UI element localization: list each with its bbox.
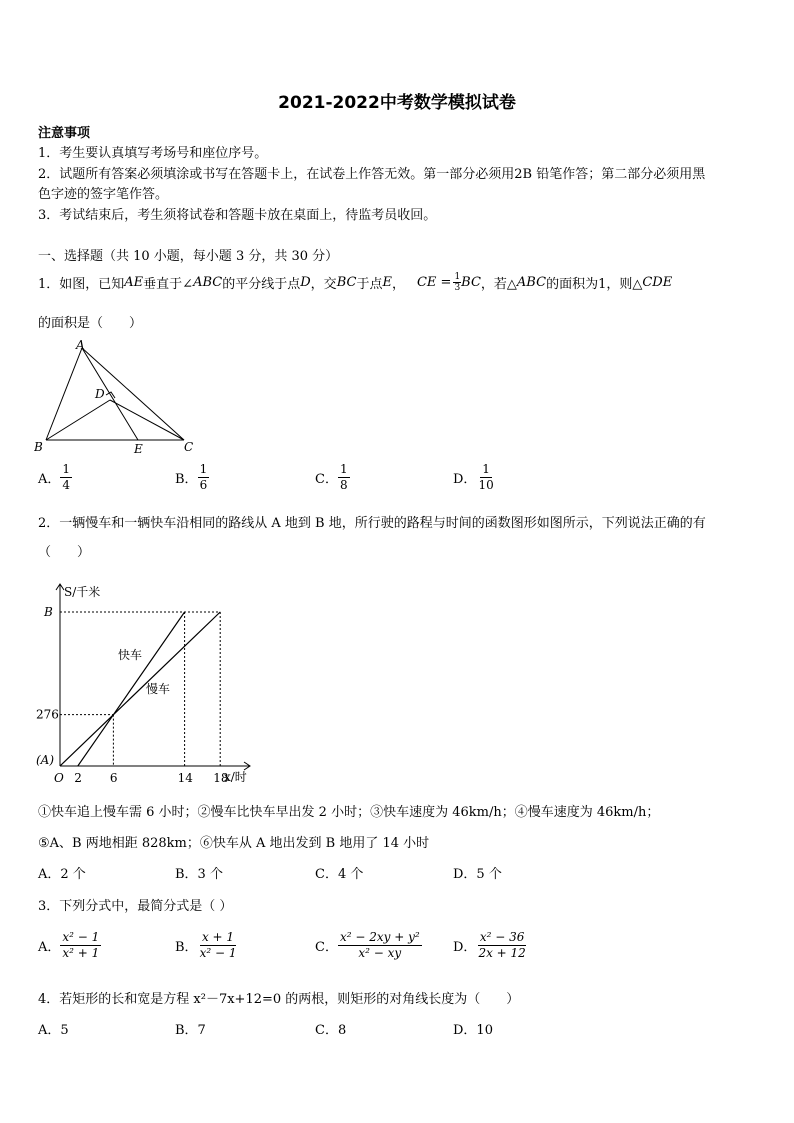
q2-statements-line1: ①快车追上慢车需 6 小时；②慢车比快车早出发 2 小时；③快车速度为 46km/h；④慢车速度为 46km/h；	[38, 805, 660, 820]
fraction-numerator: x² − 1	[62, 930, 100, 944]
option-d[interactable]: D．10	[453, 1023, 493, 1038]
label-e: E	[134, 442, 143, 456]
fraction-numerator: x² − 36	[479, 930, 525, 944]
q1-math: E	[382, 275, 392, 290]
x-tick-label: 6	[109, 771, 118, 785]
option-b[interactable]: B．3 个	[175, 867, 223, 882]
q1-math: ABC	[193, 275, 223, 290]
q1-text: 垂直于∠	[143, 277, 194, 292]
option-c[interactable]: C．8	[315, 1023, 347, 1038]
q1-fraction	[453, 272, 461, 293]
option-letter: B．	[175, 940, 198, 955]
q2-statements-line2: ⑤A、B 两地相距 828km；⑥快车从 A 地出发到 B 地用了 14 小时	[38, 836, 430, 851]
option-a[interactable]	[38, 930, 101, 961]
option-fraction	[198, 462, 210, 493]
q1-math: AE	[124, 275, 144, 290]
label-b: B	[34, 440, 43, 454]
q1-math: ABC	[516, 275, 547, 290]
option-d[interactable]	[453, 930, 528, 961]
q1-text: ，	[391, 277, 405, 292]
x-tick-label: 14	[177, 771, 193, 785]
option-b[interactable]: B．7	[175, 1023, 206, 1038]
q1-math: CDE	[642, 275, 673, 290]
option-a[interactable]	[38, 462, 72, 493]
q1-math: BC	[461, 275, 481, 290]
fraction-numerator: 1	[454, 272, 461, 282]
y-tick-label: 276	[36, 707, 59, 722]
fraction-denominator: x² − xy	[358, 946, 402, 960]
option-fraction	[476, 462, 495, 493]
question-2-stem: 2．一辆慢车和一辆快车沿相同的路线从 A 地到 B 地，所行驶的路程与时间的函数图形如图所示，下列说法正确的有	[38, 516, 706, 531]
q1-math: BC	[336, 275, 357, 290]
option-letter: D．	[453, 940, 477, 955]
label-a: A	[76, 338, 85, 352]
distance-time-chart	[34, 578, 264, 788]
y-tick-label: (A)	[36, 753, 55, 767]
y-tick-label: B	[44, 605, 53, 619]
option-c[interactable]: C．4 个	[315, 867, 364, 882]
notice-item: 1．考生要认真填写考场号和座位序号。	[38, 146, 268, 161]
option-letter: D．	[453, 472, 477, 487]
option-d[interactable]: D．5 个	[453, 867, 502, 882]
q1-math: D	[300, 275, 311, 290]
question-3-stem: 3．下列分式中，最简分式是（ ）	[38, 899, 233, 914]
option-fraction	[60, 930, 101, 961]
fraction-denominator: 10	[478, 478, 494, 492]
option-a[interactable]: A．2 个	[38, 867, 86, 882]
label-c: C	[184, 440, 194, 454]
option-letter: A．	[38, 940, 61, 955]
label-d: D	[95, 387, 105, 401]
fraction-numerator: 1	[482, 462, 490, 476]
option-letter: C．	[315, 472, 338, 487]
option-b[interactable]	[175, 930, 238, 961]
notice-heading: 注意事项	[38, 126, 91, 141]
question-1-stem	[38, 272, 672, 293]
fraction-numerator: 1	[199, 462, 208, 476]
fraction-denominator: 4	[62, 478, 71, 492]
option-c[interactable]	[315, 462, 350, 493]
q1-text: ，若△	[480, 277, 517, 292]
triangle-figure	[34, 338, 204, 458]
option-b[interactable]	[175, 462, 209, 493]
q1-text: 于点	[356, 277, 383, 292]
x-tick-label: 18	[213, 771, 229, 785]
option-d[interactable]	[453, 462, 496, 493]
series-label-slow: 慢车	[146, 682, 171, 696]
fraction-denominator: x² + 1	[62, 946, 100, 960]
fraction-denominator: 2x + 12	[478, 946, 526, 960]
notice-item: 色字迹的签字笔作答。	[38, 187, 169, 202]
fraction-denominator: x² − 1	[199, 946, 237, 960]
option-a[interactable]: A．5	[38, 1023, 69, 1038]
option-fraction	[338, 462, 350, 493]
option-fraction	[198, 930, 239, 961]
fraction-numerator: x + 1	[201, 930, 235, 944]
fraction-denominator: 6	[199, 478, 208, 492]
q1-math: CE =	[416, 275, 452, 290]
question-4-stem: 4．若矩形的长和宽是方程 x²－7x+12=0 的两根，则矩形的对角线长度为（ ）	[38, 992, 520, 1007]
x-axis-label: x/时	[224, 770, 247, 784]
option-letter: A．	[38, 472, 61, 487]
option-letter: C．	[315, 940, 338, 955]
fraction-numerator: x² − 2xy + y²	[339, 930, 420, 944]
q1-text: 的面积为1，则△	[546, 277, 643, 292]
x-tick-label: O	[54, 771, 64, 785]
notice-item: 2．试题所有答案必须填涂或书写在答题卡上，在试卷上作答无效。第一部分必须用2B 铅笔作答；第二部分必须用黑	[38, 167, 706, 182]
series-label-fast: 快车	[118, 648, 143, 662]
fraction-numerator: 1	[339, 462, 348, 476]
segment-ab	[46, 348, 82, 440]
option-c[interactable]	[315, 930, 422, 961]
segment-bd	[46, 400, 110, 440]
option-fraction	[60, 462, 72, 493]
q2-stem-line2: （ ）	[38, 545, 91, 560]
fraction-denominator: 3	[454, 283, 461, 293]
option-fraction	[338, 930, 422, 961]
q1-text: 1．如图，已知	[38, 277, 125, 292]
x-tick-label: 2	[74, 771, 82, 785]
fraction-numerator: 1	[62, 462, 71, 476]
page-title: 2021-2022中考数学模拟试卷	[278, 93, 516, 113]
option-fraction	[476, 930, 527, 961]
series-line-slow	[60, 612, 220, 766]
section-heading: 一、选择题（共 10 小题，每小题 3 分，共 30 分）	[38, 249, 339, 264]
option-letter: B．	[175, 472, 198, 487]
q1-text: 的平分线于点	[222, 277, 301, 292]
q1-text: ，交	[310, 277, 337, 292]
segment-ae	[82, 348, 138, 440]
notice-item: 3．考试结束后，考生须将试卷和答题卡放在桌面上，待监考员收回。	[38, 208, 437, 223]
q1-stem-line2: 的面积是（ ）	[38, 316, 143, 331]
y-axis-label: S/千米	[64, 585, 101, 599]
fraction-denominator: 8	[339, 478, 348, 492]
